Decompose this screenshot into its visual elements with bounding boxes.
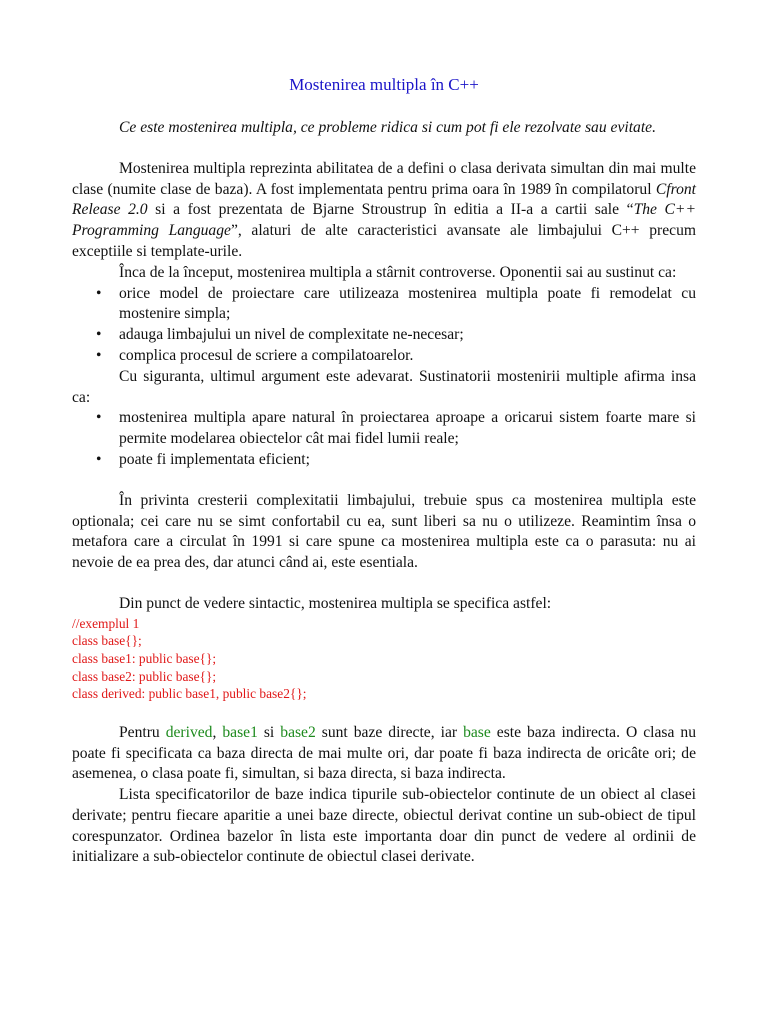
bullet-icon: • <box>96 409 102 427</box>
bullet-icon: • <box>96 326 102 344</box>
code-line: class base{}; <box>72 633 142 649</box>
identifier-base1: base1 <box>222 723 258 741</box>
intro-text-b: si a fost prezentata de Bjarne Stroustrup în editia a II-a a cartii sale “ <box>147 201 634 219</box>
paragraph-controversy: Înca de la început, mostenirea multipla a stârnit controverse. Oponentii sai au sustinut ca: <box>119 263 677 281</box>
list-item <box>72 450 696 471</box>
document-title: Mostenirea multipla în C++ <box>289 75 479 94</box>
text-run: si <box>257 723 281 741</box>
paragraph-complexity: În privinta cresterii complexitatii limbajului, trebuie spus ca mostenirea multipla este optionala; cei care nu se simt confortabil cu ea, sunt liberi sa nu o utilizeze. Reamintim însa o metafora care a circulat în 1991 si care spune ca mostenirea multipla este ca o parasuta: nu ai nevoie de ea prea des, dar atunci când ai, este esentiala. <box>72 491 696 572</box>
paragraph-syntax: Din punct de vedere sintactic, mostenirea multipla se specifica astfel: <box>119 594 552 612</box>
bullet-icon: • <box>96 284 102 302</box>
list-item-text: mostenirea multipla apare natural în proiectarea aproape a oricarui sistem foarte mare si permite modelarea obiectelor cât mai fidel lumii reale; <box>119 409 696 448</box>
bullet-icon: • <box>96 346 102 364</box>
identifier-base2: base2 <box>280 723 316 741</box>
document-body <box>72 118 696 868</box>
list-item <box>72 408 696 450</box>
bullet-icon: • <box>96 450 102 468</box>
list-item <box>72 284 696 326</box>
code-line: //exemplul 1 <box>72 615 140 631</box>
cfront-title: Cfront Release 2.0 <box>72 180 696 219</box>
list-item <box>72 325 696 346</box>
intro-text-a: Mostenirea multipla reprezinta abilitatea de a defini o clasa derivata simultan din mai multe clase (numite clase de baza). A fost implementata pentru prima oara în 1989 în compilatorul <box>72 159 696 198</box>
list-item <box>72 346 696 367</box>
question-paragraph: Ce este mostenirea multipla, ce probleme ridica si cum pot fi ele rezolvate sau evitate. <box>119 119 656 136</box>
text-run: , <box>212 723 223 741</box>
identifier-base: base <box>463 723 491 741</box>
intro-text-c: ”, alaturi de alte caracteristici avansate ale limbajului C++ precum exceptiile si template-urile. <box>72 222 696 260</box>
paragraph-specifiers: Lista specificatorilor de baze indica tipurile sub-obiectelor continute de un obiect al clasei derivate; pentru fiecare aparitie a unei baze directe, obiectul derivat contine un sub-obiect de tipul corespunzator. Ordinea bazelor în lista este importanta doar din punct de vedere al ordinii de initializare a sub-obiectelor continute de obiectul clasei derivate. <box>72 786 696 866</box>
code-line: class derived: public base1, public base2{}; <box>72 686 307 702</box>
text-run: este baza indirecta. O clasa nu poate fi specificata ca baza directa de mai multe ori, dar poate fi baza indirecta de oricâte ori; de asemenea, o clasa poate fi, simultan, si baza directa, si baza indirecta. <box>72 723 696 783</box>
code-example <box>72 615 696 703</box>
code-line: class base2: public base{}; <box>72 668 217 684</box>
text-run: Pentru <box>119 723 166 741</box>
supporters-list <box>72 408 696 470</box>
identifier-derived: derived <box>165 723 213 741</box>
list-item-text: adauga limbajului un nivel de complexitate ne-necesar; <box>119 326 464 344</box>
paragraph-supporters: Cu siguranta, ultimul argument este adevarat. Sustinatorii mostenirii multiple afirma insa ca: <box>72 367 696 406</box>
list-item-text: poate fi implementata eficient; <box>119 450 310 468</box>
paragraph-intro <box>72 159 696 263</box>
book-title: The C++ Programming Language <box>72 201 696 240</box>
opponents-list <box>72 284 696 367</box>
list-item-text: orice model de proiectare care utilizeaza mostenirea multipla poate fi remodelat cu mostenire simpla; <box>119 284 696 323</box>
text-run: sunt baze directe, iar <box>315 723 464 741</box>
code-line: class base1: public base{}; <box>72 650 217 666</box>
paragraph-bases <box>72 723 696 785</box>
list-item-text: complica procesul de scriere a compilatoarelor. <box>119 346 414 364</box>
